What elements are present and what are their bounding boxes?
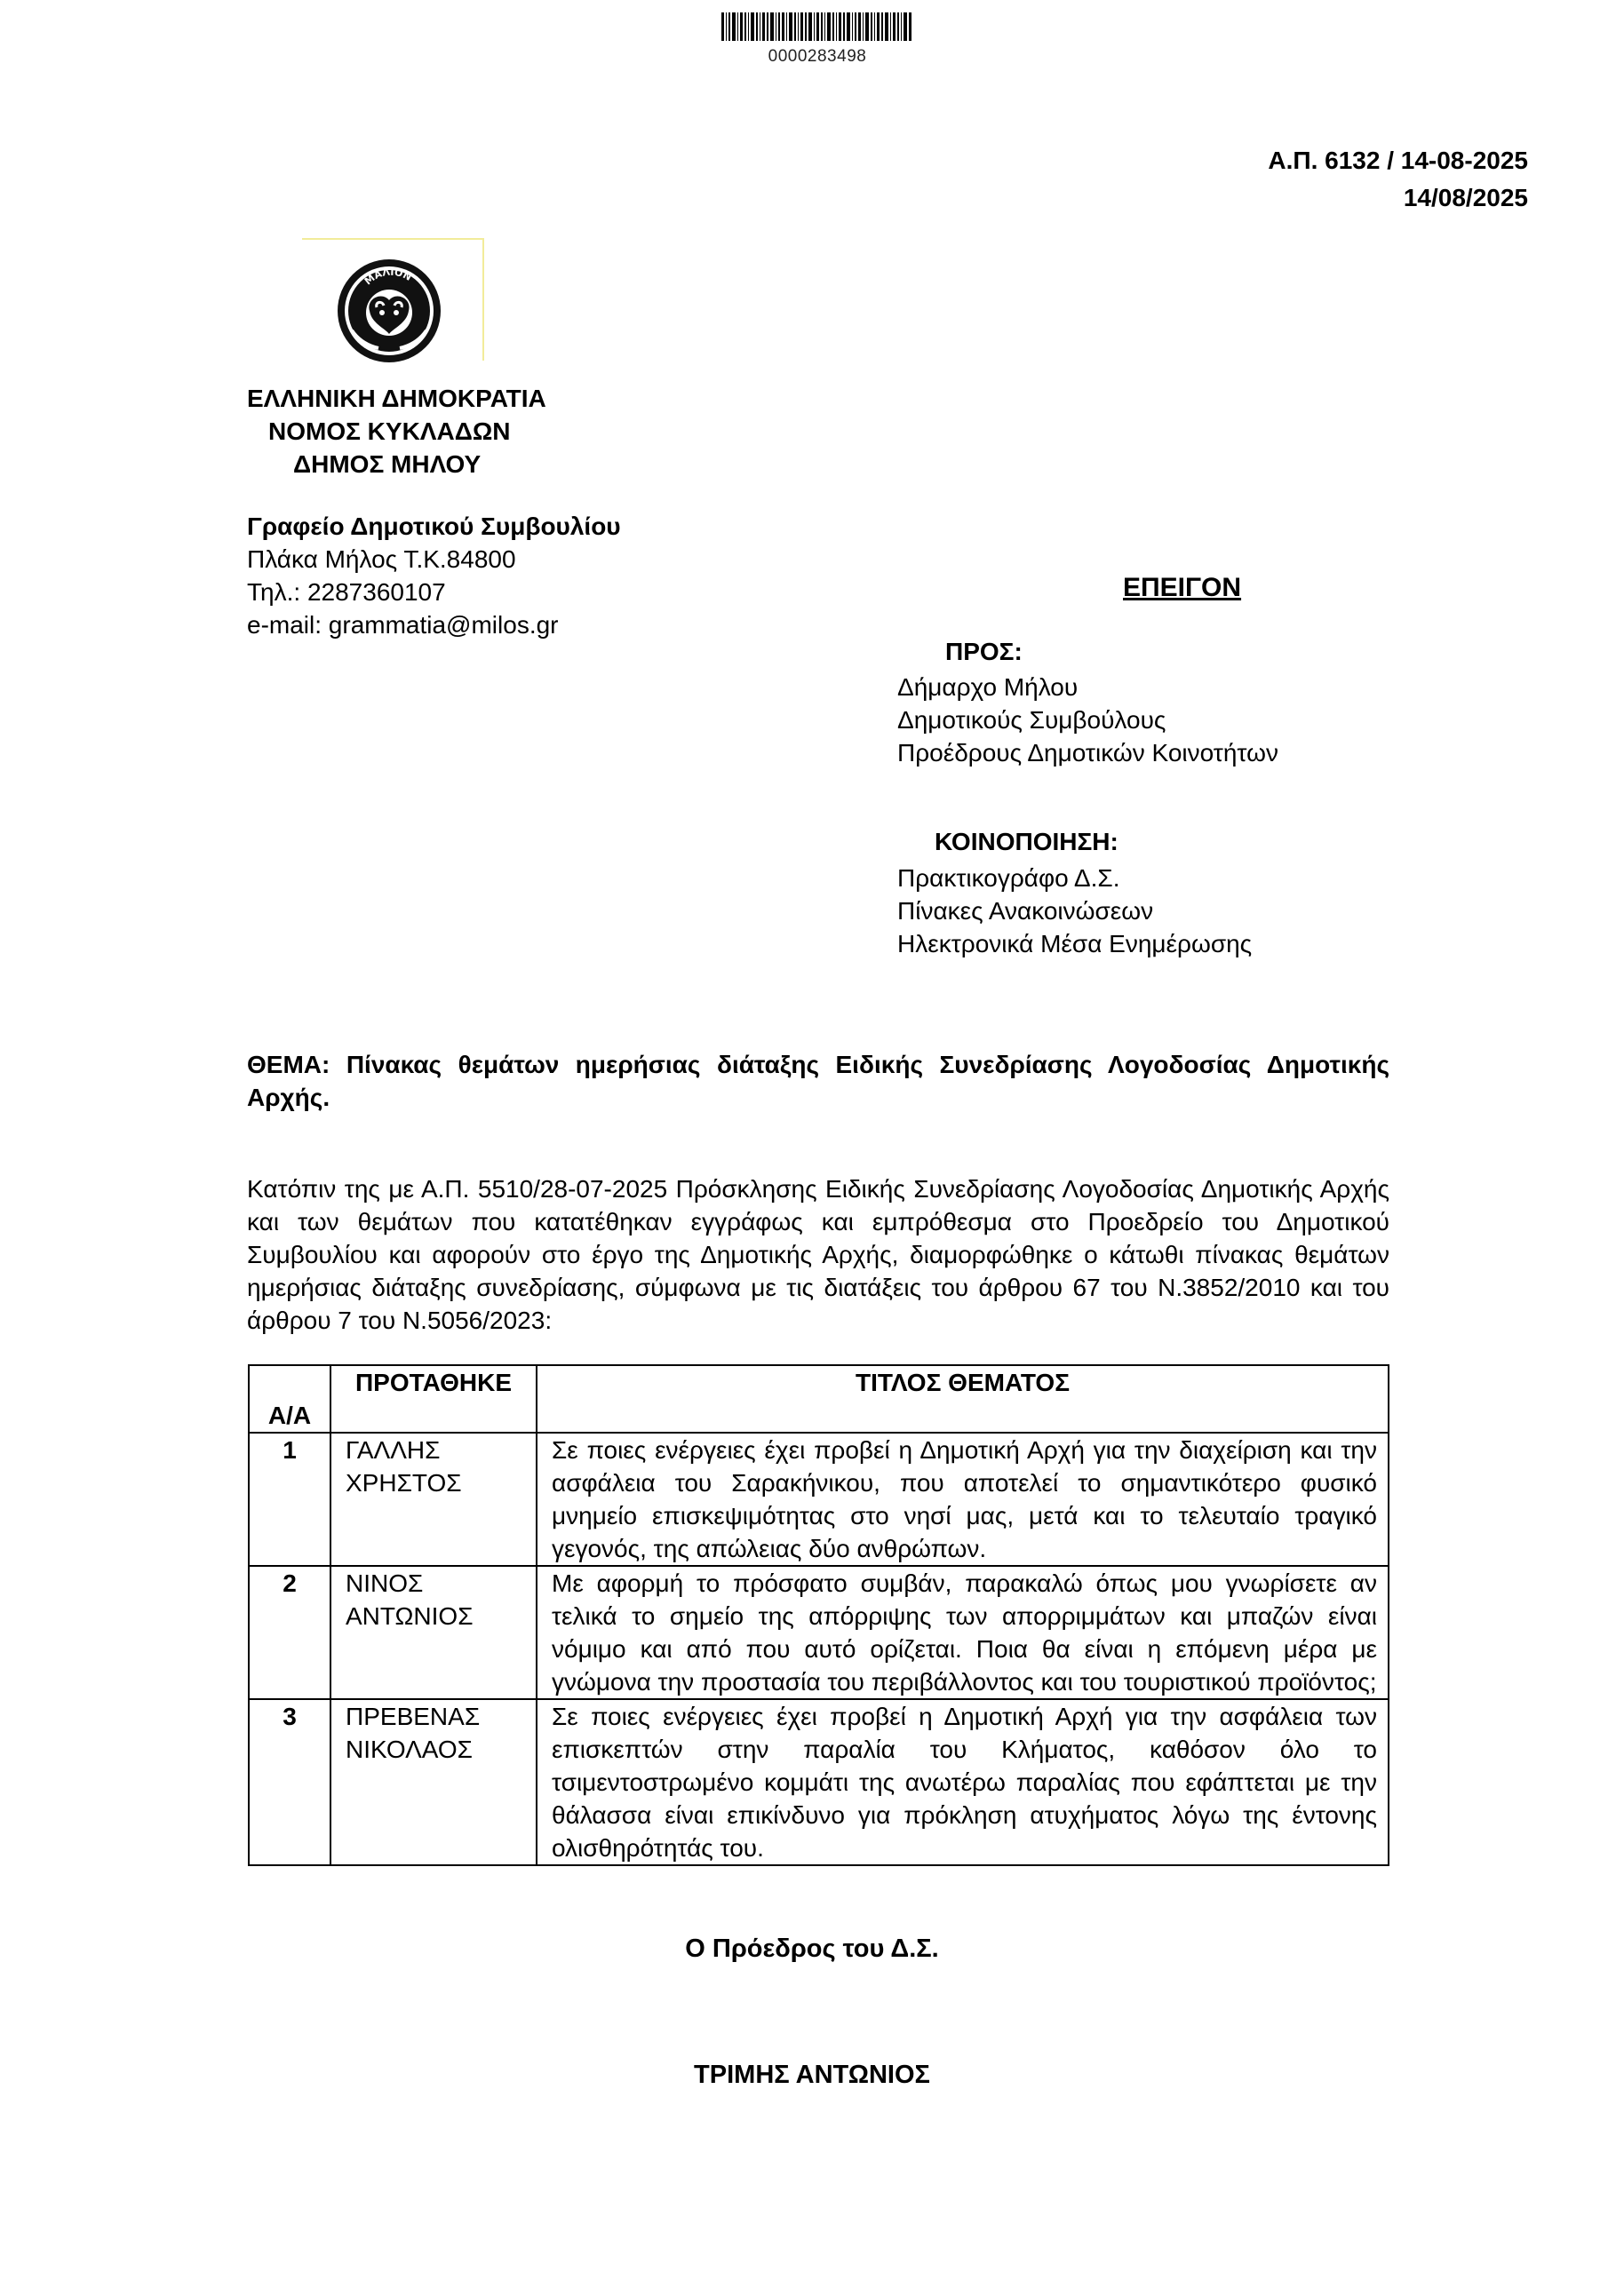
cc-item: Ηλεκτρονικά Μέσα Ενημέρωσης — [897, 930, 1253, 957]
topics-table — [248, 1364, 1389, 1866]
row-number: 1 — [249, 1433, 330, 1566]
row-number: 2 — [249, 1566, 330, 1699]
header-title: ΤΙΤΛΟΣ ΘΕΜΑΤΟΣ — [537, 1365, 1389, 1433]
proposer-surname: ΠΡΕΒΕΝΑΣ — [346, 1703, 481, 1730]
issuer-line: ΔΗΜΟΣ ΜΗΛΟΥ — [293, 450, 482, 478]
recipients-list — [897, 671, 1278, 769]
row-title: Σε ποιες ενέργειες έχει προβεί η Δημοτική Αρχή για την διαχείριση και την ασφάλεια του Σαρακήνικου, που αποτελεί το σημαντικότερο φυσικό μνημείο επισκεψιμότητας στο νησί μας, μετά και το τελευταίο τραγικό γεγονός, της απώλειας δύο ανθρώπων. — [537, 1433, 1389, 1566]
document-date: 14/08/2025 — [1403, 184, 1528, 211]
proposer-name: ΑΝΤΩΝΙΟΣ — [346, 1602, 474, 1630]
recipient-item: Δημοτικούς Συμβούλους — [897, 706, 1166, 734]
header-aa: Α/Α — [249, 1365, 330, 1433]
proposer-name: ΝΙΚΟΛΑΟΣ — [346, 1736, 473, 1763]
row-title: Με αφορμή το πρόσφατο συμβάν, παρακαλώ όπως μου γνωρίσετε αν τελικά το σημείο της απόρριψης των απορριμμάτων και μπαζών είναι νόμιμο και από που αυτό ορίζεται. Ποια θα είναι η επόμενη μέρα με γνώμονα την προστασία του περιβάλλοντος και του τουριστικού προϊόντος; — [537, 1566, 1389, 1699]
row-proposer — [330, 1566, 537, 1699]
proposer-name: ΧΡΗΣΤΟΣ — [346, 1469, 462, 1497]
subject-line: ΘΕΜΑ: Πίνακας θεμάτων ημερήσιας διάταξης Ειδικής Συνεδρίασης Λογοδοσίας Δημοτικής Αρχής. — [247, 1051, 1389, 1111]
signature-role: Ο Πρόεδρος του Δ.Σ. — [685, 1935, 939, 1963]
recipient-item: Προέδρους Δημοτικών Κοινοτήτων — [897, 739, 1278, 767]
cc-label: ΚΟΙΝΟΠΟΙΗΣΗ: — [935, 828, 1118, 855]
table-row — [249, 1699, 1389, 1865]
office-block — [247, 510, 621, 641]
urgent-label: ΕΠΕΙΓΟΝ — [1123, 573, 1242, 602]
reference-block — [1268, 142, 1528, 217]
corner-guide-vertical — [482, 238, 484, 361]
body-paragraph: Κατόπιν της με Α.Π. 5510/28-07-2025 Πρόσκλησης Ειδικής Συνεδρίασης Λογοδοσίας Δημοτικής Αρχής και των θεμάτων που κατατέθηκαν εγγράφως και εμπρόθεσμα στο Προεδρείο του Δημοτικού Συμβουλίου και αφορούν στο έργο της Δημοτικής Αρχής, διαμορφώθηκε ο κάτωθι πίνακας θεμάτων ημερήσιας διάταξης συνεδρίασης, σύμφωνα με τις διατάξεις του άρθρου 67 του Ν.3852/2010 και του άρθρου 7 του Ν.5056/2023: — [247, 1175, 1389, 1334]
municipality-seal-icon — [334, 256, 444, 366]
cc-item: Πίνακες Ανακοινώσεων — [897, 897, 1154, 925]
barcode-number: 0000283498 — [768, 47, 867, 66]
row-number: 3 — [249, 1699, 330, 1865]
proposer-surname: ΝΙΝΟΣ — [346, 1569, 424, 1597]
barcode-bars — [720, 12, 915, 41]
office-email: e-mail: grammatia@milos.gr — [247, 611, 559, 639]
table-header-row — [249, 1365, 1389, 1433]
office-name: Γραφείο Δημοτικού Συμβουλίου — [247, 512, 621, 540]
signature-name: ΤΡΙΜΗΣ ΑΝΤΩΝΙΟΣ — [694, 2061, 930, 2089]
recipients-label: ΠΡΟΣ: — [945, 638, 1023, 665]
corner-guide-horizontal — [302, 238, 484, 240]
issuer-line: ΕΛΛΗΝΙΚΗ ΔΗΜΟΚΡΑΤΙΑ — [247, 385, 546, 412]
barcode — [715, 12, 919, 67]
issuer-block — [247, 382, 546, 481]
proposer-surname: ΓΑΛΛΗΣ — [346, 1436, 441, 1464]
row-proposer — [330, 1433, 537, 1566]
protocol-number: Α.Π. 6132 / 14-08-2025 — [1268, 147, 1528, 174]
cc-item: Πρακτικογράφο Δ.Σ. — [897, 864, 1120, 892]
table-row — [249, 1433, 1389, 1566]
table-row — [249, 1566, 1389, 1699]
header-proposer: ΠΡΟΤΑΘΗΚΕ — [330, 1365, 537, 1433]
office-phone: Τηλ.: 2287360107 — [247, 578, 446, 606]
row-proposer — [330, 1699, 537, 1865]
seal-inscription: ΜΑΛΙΟΝ — [362, 266, 414, 288]
issuer-line: ΝΟΜΟΣ ΚΥΚΛΑΔΩΝ — [268, 417, 511, 445]
cc-list — [897, 862, 1252, 960]
office-address: Πλάκα Μήλος Τ.Κ.84800 — [247, 545, 516, 573]
recipient-item: Δήμαρχο Μήλου — [897, 673, 1079, 701]
row-title: Σε ποιες ενέργειες έχει προβεί η Δημοτική Αρχή για την ασφάλεια των επισκεπτών στην παραλία του Κλήματος, καθόσον όλο το τσιμεντοστρωμένο κομμάτι της ανωτέρω παραλίας που εφάπτεται με την θάλασσα είναι επικίνδυνο για πρόκληση ατυχήματος λόγω της έντονης ολισθηρότητάς του. — [537, 1699, 1389, 1865]
